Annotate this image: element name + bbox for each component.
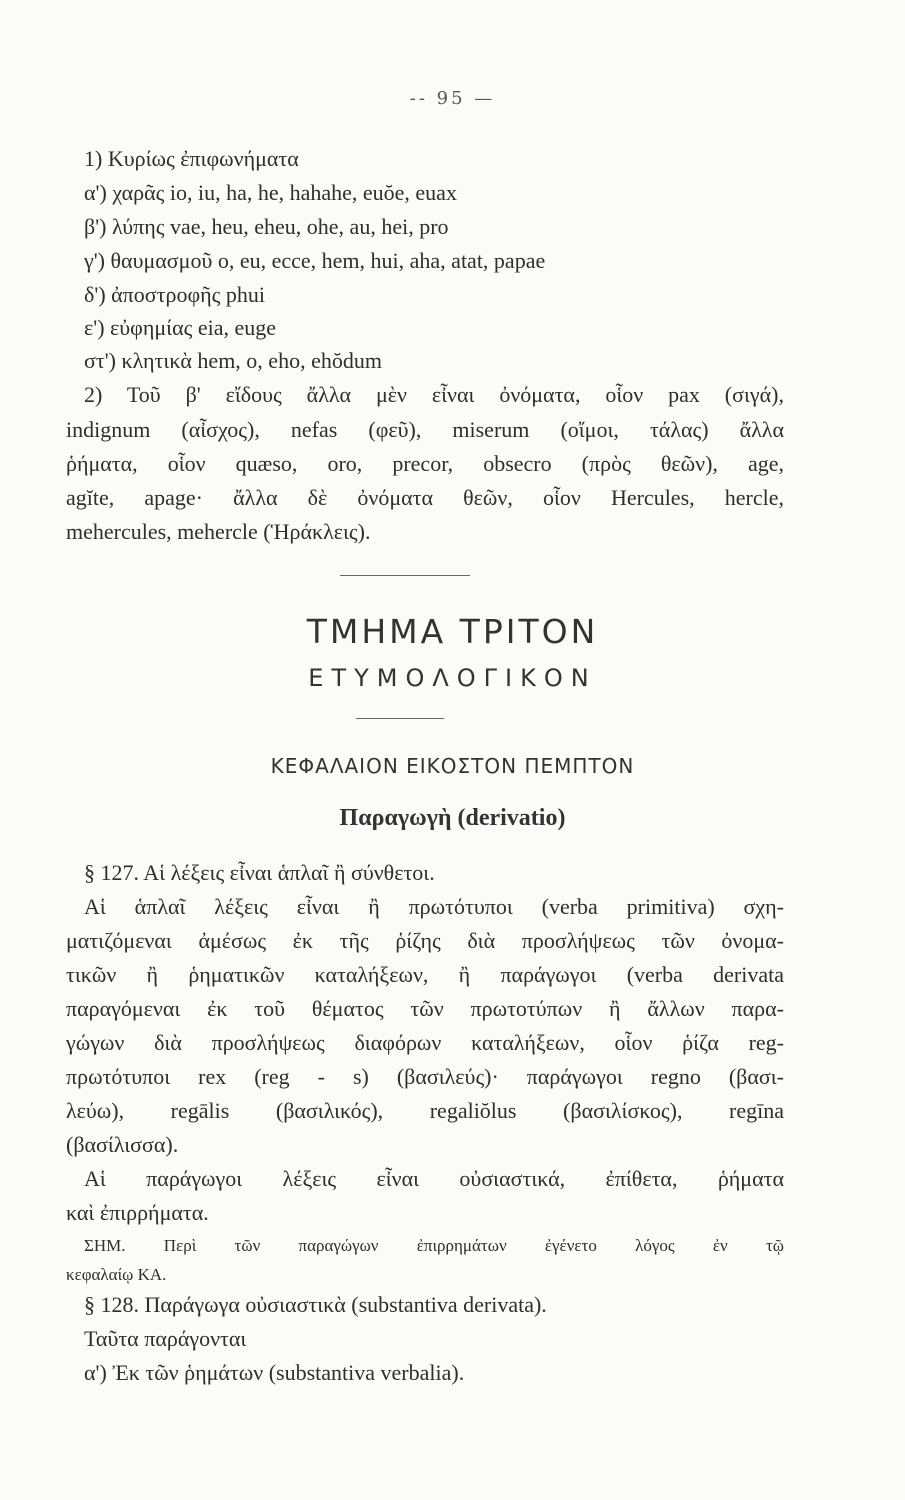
text-line: 2) Τοῦ β' εἴδους ἄλλα μὲν εἶναι ὀνόματα, οἷον pax (σιγά), — [84, 382, 784, 407]
text-line: γώγων διὰ προσλήψεως διαφόρων καταλήξεων, οἷον ῥίζα reg- — [66, 1030, 784, 1055]
text-line: agĭte, apage· ἄλλα δὲ ὀνόματα θεῶν, οἷον Hercules, hercle, — [66, 485, 784, 510]
text-line: δ') ἀποστροφῆς phui — [84, 282, 265, 307]
text-line: Αἱ ἁπλαῖ λέξεις εἶναι ἢ πρωτότυποι (verba primitiva) σχη- — [84, 894, 784, 919]
note-line: κεφαλαίῳ ΚΑ. — [66, 1265, 167, 1284]
text-line: γ') θαυμασμοῦ o, eu, ecce, hem, hui, aha, atat, papae — [84, 248, 546, 273]
chapter-heading: Παραγωγὴ (derivatio) — [339, 805, 566, 831]
text-line: ῥήματα, οἷον quæso, oro, precor, obsecro (πρὸς θεῶν), age, — [66, 451, 784, 476]
text-line: Ταῦτα παράγονται — [84, 1326, 247, 1351]
text-line: 1) Κυρίως ἐπιφωνήματα — [84, 146, 299, 171]
text-line: mehercules, mehercle (Ἡράκλεις). — [66, 519, 371, 544]
note-line: ΣΗΜ. Περὶ τῶν παραγώγων ἐπιρρημάτων ἐγένετο λόγος ἐν τῷ — [84, 1236, 784, 1255]
paragraph-heading: § 128. Παράγωγα οὐσιαστικὰ (substantiva derivata). — [84, 1292, 547, 1317]
text-line: ματιζόμεναι ἀμέσως ἐκ τῆς ῥίζης διὰ προσλήψεως τῶν ὀνομα- — [66, 928, 784, 953]
page-number: -- 95 — — [409, 88, 496, 109]
chapter-title: ΚΕΦΑΛΑΙΟΝ ΕΙΚΟΣΤΟΝ ΠΕΜΠΤΟΝ — [270, 754, 635, 778]
text-line: Αἱ παράγωγοι λέξεις εἶναι οὐσιαστικά, ἐπίθετα, ῥήματα — [84, 1166, 784, 1191]
text-line: α') Ἐκ τῶν ῥημάτων (substantiva verbalia). — [84, 1360, 465, 1385]
divider — [340, 575, 470, 576]
section-subtitle: ΕΤΥΜΟΛΟΓΙΚΟΝ — [308, 664, 597, 692]
text-line: β') λύπης vae, heu, eheu, ohe, au, hei, pro — [84, 214, 449, 239]
divider — [356, 718, 444, 719]
text-line: παραγόμεναι ἐκ τοῦ θέματος τῶν πρωτοτύπων ἢ ἄλλων παρα- — [66, 996, 784, 1021]
text-line: τικῶν ἢ ῥηματικῶν καταλήξεων, ἢ παράγωγοι (verba derivata — [66, 962, 784, 987]
text-line: (βασίλισσα). — [66, 1132, 179, 1157]
text-line: στ') κλητικὰ hem, o, eho, ehŏdum — [84, 348, 382, 373]
text-line: πρωτότυποι rex (reg - s) (βασιλεύς)· παράγωγοι regno (βασι- — [66, 1064, 784, 1089]
section-title: ΤΜΗΜΑ ΤΡΙΤΟΝ — [306, 612, 599, 651]
text-line: indignum (αἶσχος), nefas (φεῦ), miserum (οἴμοι, τάλας) ἄλλα — [66, 417, 784, 442]
text-line: καὶ ἐπιρρήματα. — [66, 1200, 209, 1225]
paragraph-heading: § 127. Αἱ λέξεις εἶναι ἁπλαῖ ἢ σύνθετοι. — [84, 860, 435, 885]
text-line: α') χαρᾶς io, iu, ha, he, hahahe, euŏe, euax — [84, 180, 457, 205]
text-line: ε') εὐφημίας eia, euge — [84, 315, 276, 340]
text-line: λεύω), regālis (βασιλικός), regaliŏlus (βασιλίσκος), regīna — [66, 1098, 784, 1123]
